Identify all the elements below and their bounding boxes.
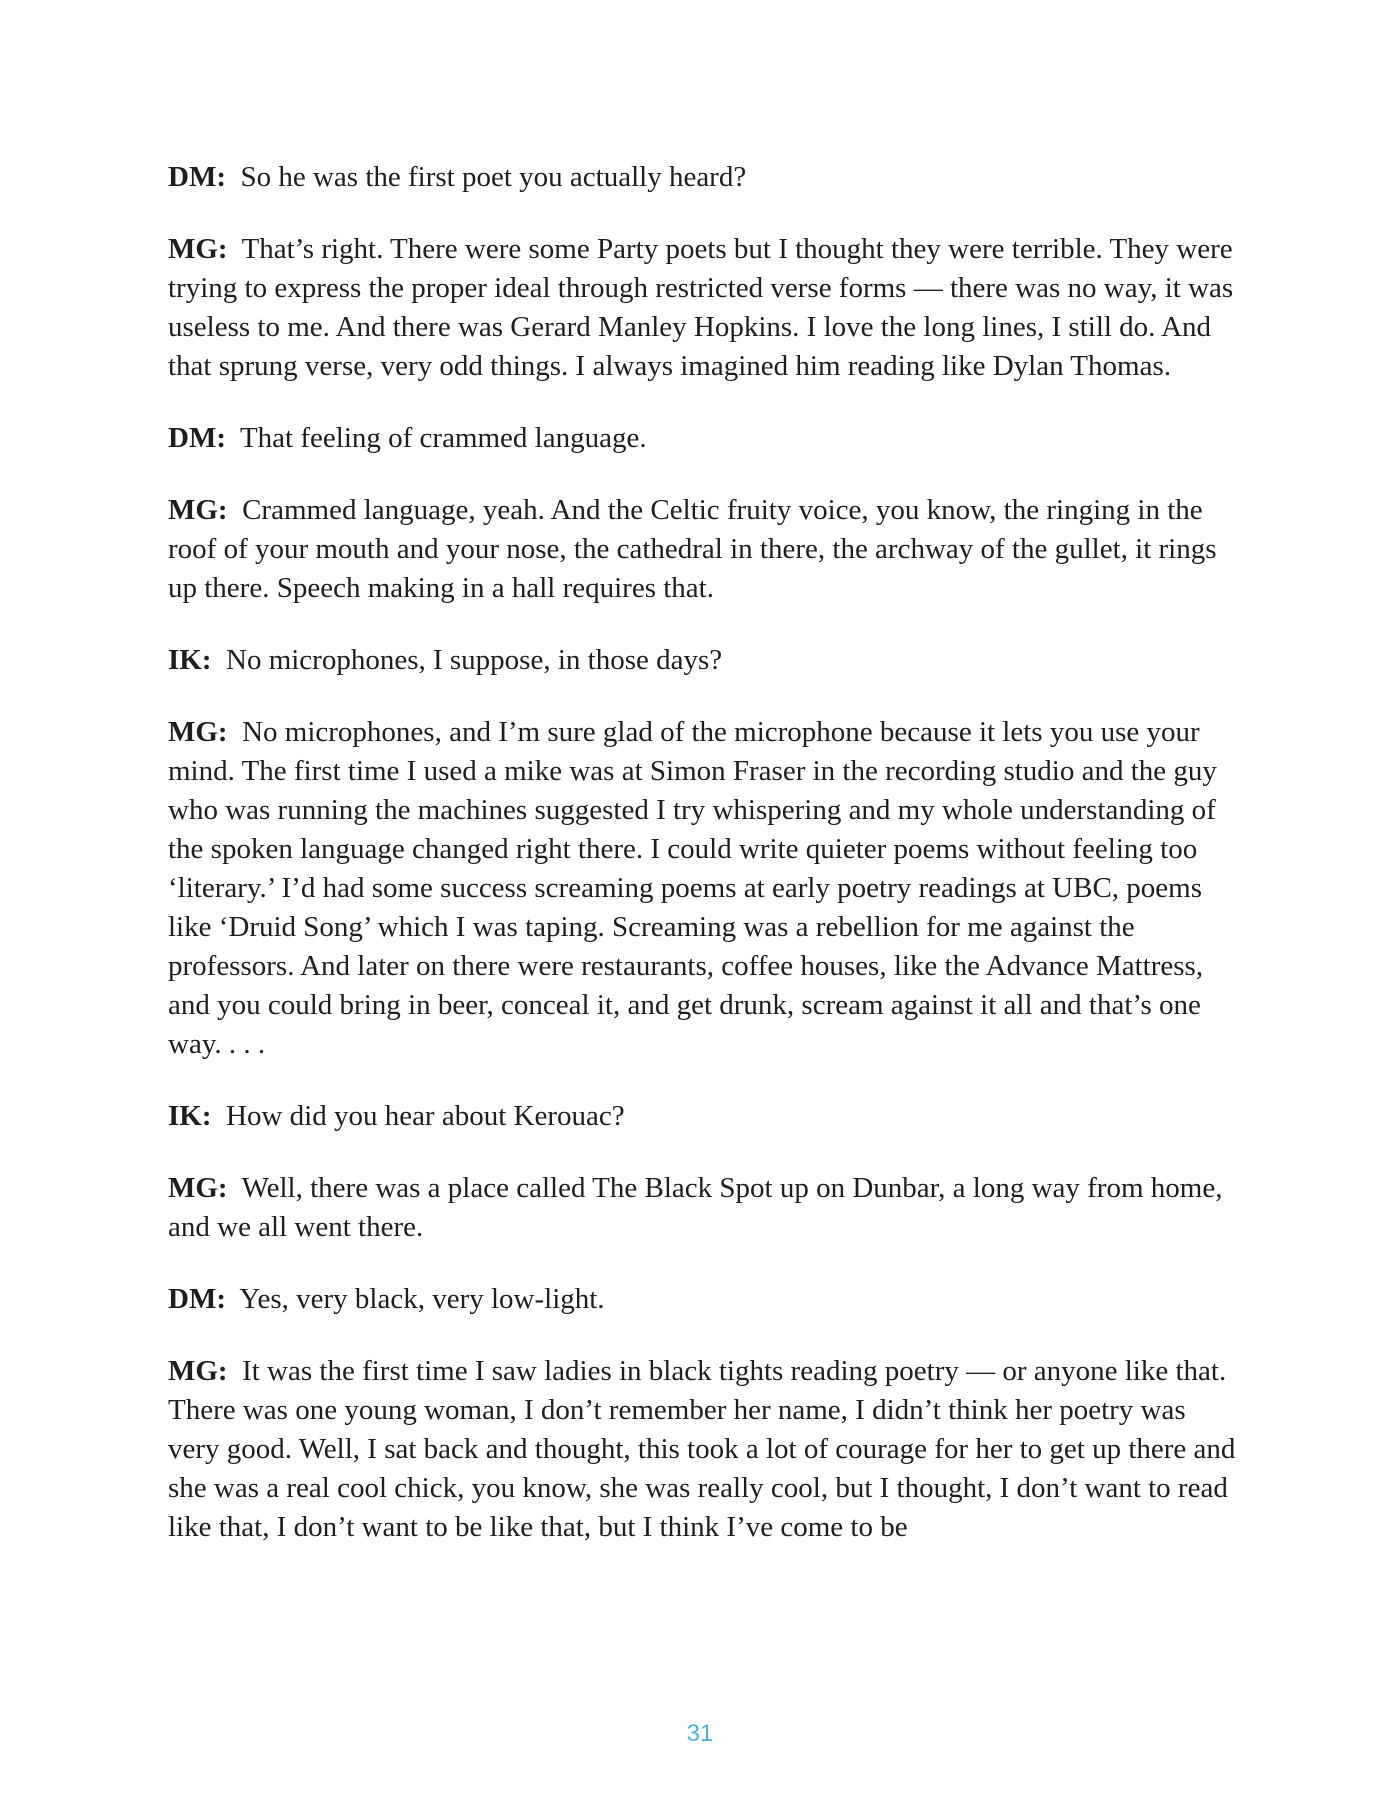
exchange-text: That’s right. There were some Party poets but I thought they were terrible. They were trying to express the proper ideal through restricted verse forms — there was no way, it was useless to me. And there was Gerard Manley Hopkins. I love the long lines, I still do. And that sprung verse, very odd things. I always imagined him reading like Dylan Thomas. (168, 233, 1234, 382)
exchange-mg-party-poets (168, 230, 1243, 386)
exchange-mg-microphone (168, 713, 1243, 1064)
exchange-dm-crammed-language (168, 419, 1243, 458)
exchange-dm-first-poet (168, 158, 1243, 197)
speaker-label: DM: (168, 1283, 226, 1315)
interview-transcript (168, 158, 1243, 1580)
exchange-mg-black-spot (168, 1169, 1243, 1247)
exchange-mg-black-tights (168, 1352, 1243, 1547)
exchange-dm-low-light (168, 1280, 1243, 1319)
speaker-label: MG: (168, 1355, 228, 1387)
speaker-label: MG: (168, 716, 228, 748)
speaker-label: MG: (168, 494, 228, 526)
exchange-text: So he was the first poet you actually heard? (240, 161, 747, 193)
speaker-label: IK: (168, 644, 212, 676)
exchange-text: Well, there was a place called The Black Spot up on Dunbar, a long way from home, and we all went there. (168, 1172, 1223, 1243)
exchange-text: Crammed language, yeah. And the Celtic fruity voice, you know, the ringing in the roof of your mouth and your nose, the cathedral in there, the archway of the gullet, it rings up there. Speech making in a hall requires that. (168, 494, 1217, 604)
exchange-text: No microphones, I suppose, in those days? (226, 644, 723, 676)
exchange-text: That feeling of crammed language. (239, 422, 647, 454)
exchange-text: No microphones, and I’m sure glad of the microphone because it lets you use your mind. The first time I used a mike was at Simon Fraser in the recording studio and the guy who was running the machines suggested I try whispering and my whole understanding of the spoken language changed right there. I could write quieter poems without feeling too ‘literary.’ I’d had some success screaming poems at early poetry readings at UBC, poems like ‘Druid Song’ which I was taping. Screaming was a rebellion for me against the professors. And later on there were restaurants, coffee houses, like the Advance Mattress, and you could bring in beer, conceal it, and get drunk, scream against it all and that’s one way. . . . (168, 716, 1217, 1060)
exchange-text: Yes, very black, very low-light. (239, 1283, 605, 1315)
speaker-label: DM: (168, 422, 226, 454)
exchange-text: It was the first time I saw ladies in black tights reading poetry — or anyone like that. There was one young woman, I don’t remember her name, I didn’t think her poetry was very good. Well, I sat back and thought, this took a lot of courage for her to get up there and she was a real cool chick, you know, she was really cool, but I thought, I don’t want to read like that, I don’t want to be like that, but I think I’ve come to be (168, 1355, 1236, 1543)
exchange-ik-microphones (168, 641, 1243, 680)
page-number: 31 (686, 1720, 714, 1747)
speaker-label: MG: (168, 1172, 228, 1204)
exchange-text: How did you hear about Kerouac? (226, 1100, 625, 1132)
speaker-label: IK: (168, 1100, 212, 1132)
speaker-label: MG: (168, 233, 228, 265)
exchange-ik-kerouac (168, 1097, 1243, 1136)
speaker-label: DM: (168, 161, 226, 193)
exchange-mg-celtic-voice (168, 491, 1243, 608)
